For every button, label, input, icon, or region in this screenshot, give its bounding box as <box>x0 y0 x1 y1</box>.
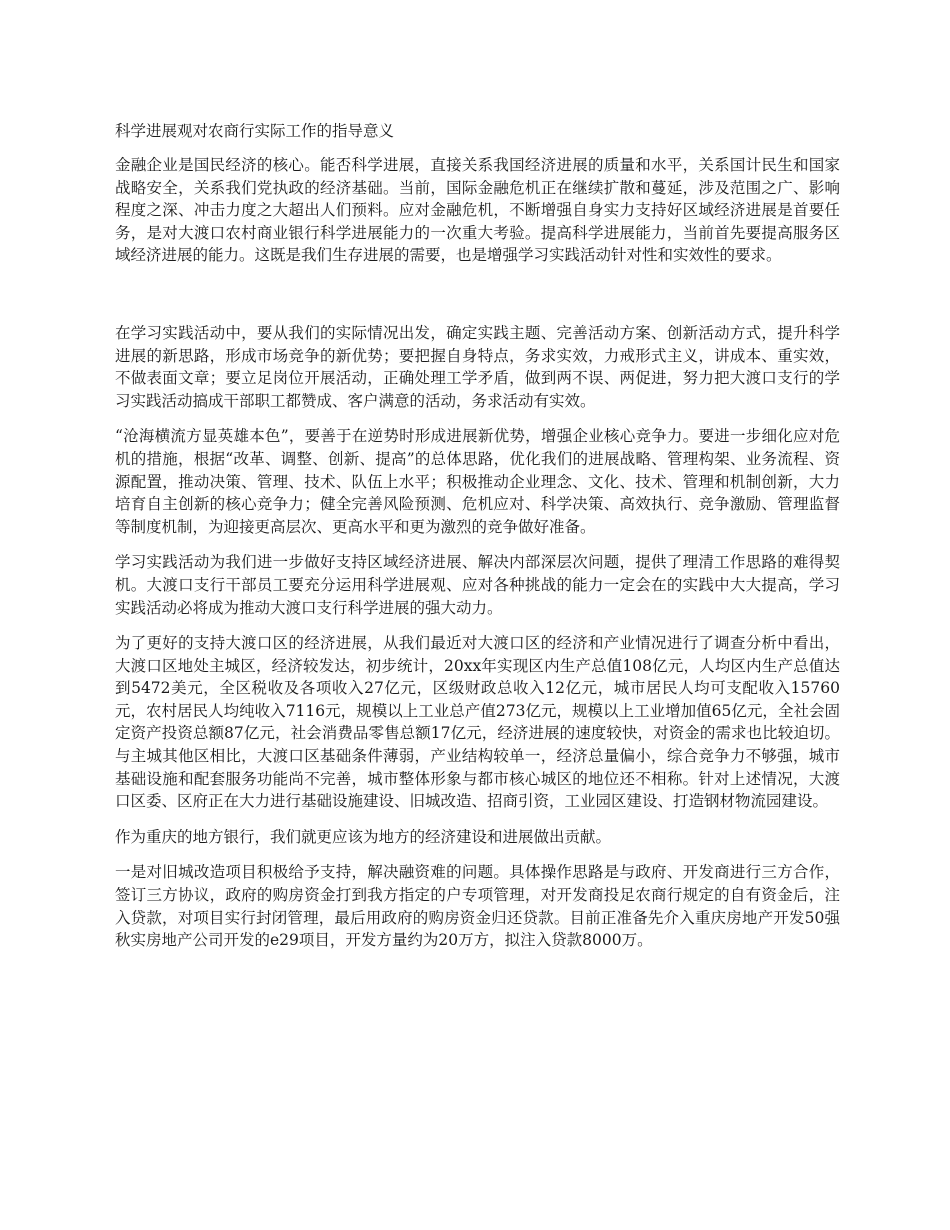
paragraph-opportunity: 学习实践活动为我们进一步做好支持区域经济进展、解决内部深层次问题，提供了理清工作思路的难得契机。大渡口支行干部员工要充分运用科学进展观、应对各种挑战的能力一定会在的实践中大大提高，学习实践活动必将成为推动大渡口支行科学进展的强大动力。 <box>115 553 840 617</box>
document-page <box>115 120 840 965</box>
paragraph-competitiveness: “沧海横流方显英雄本色”，要善于在逆势时形成进展新优势，增强企业核心竞争力。要进一步细化应对危机的措施，根据“改革、调整、创新、提高”的总体思路，优化我们的进展战略、管理构架、业务流程、资源配置，推动决策、管理、技术、队伍上水平；积极推动企业理念、文化、技术、管理和机制创新，大力培育自主创新的核心竞争力；健全完善风险预测、危机应对、科学决策、高效执行、竞争激励、管理监督等制度机制，为迎接更高层次、更高水平和更为激烈的竞争做好准备。 <box>115 427 840 536</box>
paragraph-regional-economy: 为了更好的支持大渡口区的经济进展，从我们最近对大渡口区的经济和产业情况进行了调查分析中看出，大渡口区地处主城区，经济较发达，初步统计，20xx年实现区内生产总值108亿元，人均区内生产总值达到5472美元，全区税收及各项收入27亿元，区级财政总收入12亿元，城市居民人均可支配收入15760元，农村居民人均纯收入7116元，规模以上工业总产值273亿元，规模以上工业增加值65亿元，全社会固定资产投资总额87亿元，社会消费品零售总额17亿元，经济进展的速度较快，对资金的需求也比较迫切。与主城其他区相比，大渡口区基础条件薄弱，产业结构较单一，经济总量偏小，综合竞争力不够强，城市基础设施和配套服务功能尚不完善，城市整体形象与都市核心城区的地位还不相称。针对上述情况，大渡口区委、区府正在大力进行基础设施建设、旧城改造、招商引资，工业园区建设、打造钢材物流园建设。 <box>115 634 840 811</box>
document-title: 科学进展观对农商行实际工作的指导意义 <box>115 122 395 140</box>
paragraph-local-bank-role: 作为重庆的地方银行，我们就更应该为地方的经济建设和进展做出贡献。 <box>115 827 612 846</box>
paragraph-practice-activity: 在学习实践活动中，要从我们的实际情况出发，确定实践主题、完善活动方案、创新活动方式，提升科学进展的新思路，形成市场竞争的新优势；要把握自身特点，务求实效，力戒形式主义，讲成本、重实效，不做表面文章；要立足岗位开展活动，正确处理工学矛盾，做到两不误、两促进，努力把大渡口支行的学习实践活动搞成干部职工都赞成、客户满意的活动，务求活动有实效。 <box>115 323 840 410</box>
paragraph-financial-core: 金融企业是国民经济的核心。能否科学进展，直接关系我国经济进展的质量和水平，关系国计民生和国家战略安全，关系我们党执政的经济基础。当前，国际金融危机正在继续扩散和蔓延，涉及范围之广、影响程度之深、冲击力度之大超出人们预料。应对金融危机，不断增强自身实力支持好区域经济进展是首要任务，是对大渡口农村商业银行科学进展能力的一次重大考验。提高科学进展能力，当前首先要提高服务区域经济进展的能力。这既是我们生存进展的需要，也是增强学习实践活动针对性和实效性的要求。 <box>115 156 840 265</box>
paragraph-old-city-renovation: 一是对旧城改造项目积极给予支持，解决融资难的问题。具体操作思路是与政府、开发商进行三方合作，签订三方协议，政府的购房资金打到我方指定的户专项管理，对开发商投足农商行规定的自有资金后，注入贷款，对项目实行封闭管理，最后用政府的购房资金归还贷款。目前正准备先介入重庆房地产开发50强秋实房地产公司开发的e29项目，开发方量约为20万方，拟注入贷款8000万。 <box>115 863 840 950</box>
paragraph-spacer <box>115 280 840 322</box>
